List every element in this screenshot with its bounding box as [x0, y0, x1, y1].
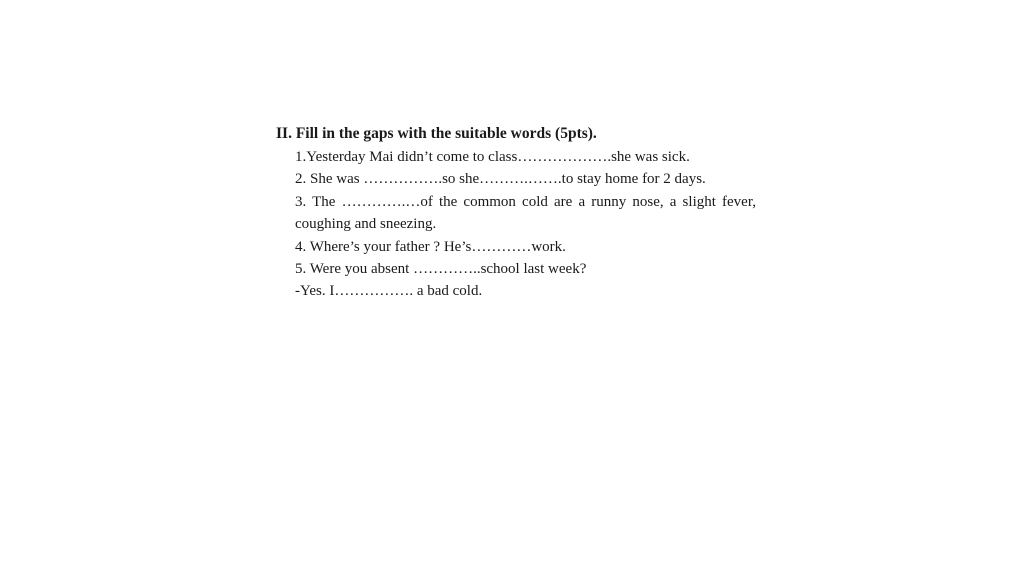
worksheet: [276, 123, 756, 303]
section-heading: II. Fill in the gaps with the suitable words (5pts).: [276, 125, 597, 142]
exercise-item-2: 2. She was …………….so she……….…….to stay home for 2 days.: [295, 171, 706, 188]
exercise-item-3: 3. The ………….…of the common cold are a runny nose, a slight fever, coughing and sneezing.: [295, 193, 756, 233]
exercise-item-4: 4. Where’s your father ? He’s…………work.: [295, 238, 566, 255]
exercise-item-5: 5. Were you absent …………..school last week?: [295, 261, 587, 278]
exercise-list: [295, 146, 756, 303]
exercise-item-5-answer: -Yes. I……………. a bad cold.: [295, 283, 483, 300]
exercise-item-1: 1.Yesterday Mai didn’t come to class……………….she was sick.: [295, 149, 690, 165]
